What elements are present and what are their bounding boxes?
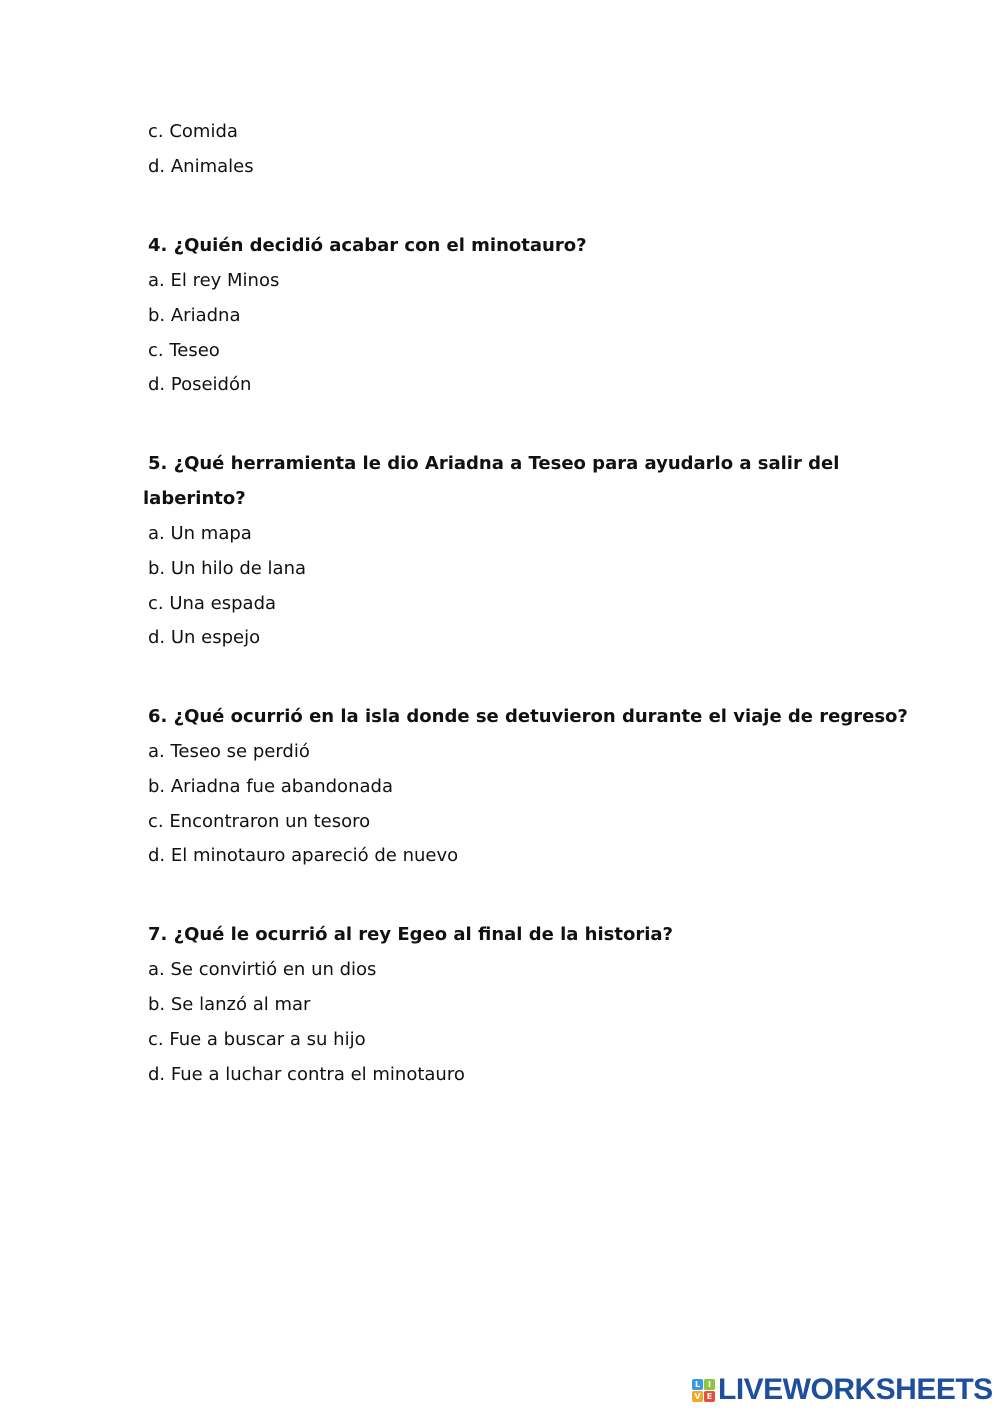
q6-option-a: a. Teseo se perdió [148, 741, 310, 762]
q5-option-d: d. Un espejo [148, 627, 261, 648]
q7-option-c: c. Fue a buscar a su hijo [148, 1029, 366, 1050]
brand-name: LIVEWORKSHEETS [718, 1373, 993, 1406]
q5-option-c: c. Una espada [148, 593, 277, 614]
q5-option-b: b. Un hilo de lana [148, 558, 307, 579]
q4-question: 4. ¿Quién decidió acabar con el minotauro? [148, 235, 587, 256]
q3-option-c: c. Comida [148, 121, 238, 142]
liveworksheets-logo-icon [692, 1379, 715, 1402]
logo-tile-l: L [692, 1379, 703, 1390]
q6-question: 6. ¿Qué ocurrió en la isla donde se detuvieron durante el viaje de regreso? [148, 706, 908, 727]
q7-question: 7. ¿Qué le ocurrió al rey Egeo al final de la historia? [148, 924, 673, 945]
q3-option-d: d. Animales [148, 156, 254, 177]
logo-tile-i: I [704, 1379, 715, 1390]
q7-option-b: b. Se lanzó al mar [148, 994, 311, 1015]
q4-option-a: a. El rey Minos [148, 270, 280, 291]
q6-option-c: c. Encontraron un tesoro [148, 811, 371, 832]
q5-question-line2: laberinto? [143, 488, 246, 509]
q6-option-b: b. Ariadna fue abandonada [148, 776, 393, 797]
q7-option-d: d. Fue a luchar contra el minotauro [148, 1064, 465, 1085]
q5-option-a: a. Un mapa [148, 523, 252, 544]
q4-option-b: b. Ariadna [148, 305, 241, 326]
q7-option-a: a. Se convirtió en un dios [148, 959, 377, 980]
logo-tile-e: E [704, 1391, 715, 1402]
q4-option-d: d. Poseidón [148, 374, 252, 395]
q6-option-d: d. El minotauro apareció de nuevo [148, 845, 459, 866]
q5-question-line1: 5. ¿Qué herramienta le dio Ariadna a Teseo para ayudarlo a salir del [148, 453, 840, 474]
logo-tile-v: V [692, 1391, 703, 1402]
liveworksheets-brand [692, 1374, 993, 1406]
q4-option-c: c. Teseo [148, 340, 220, 361]
